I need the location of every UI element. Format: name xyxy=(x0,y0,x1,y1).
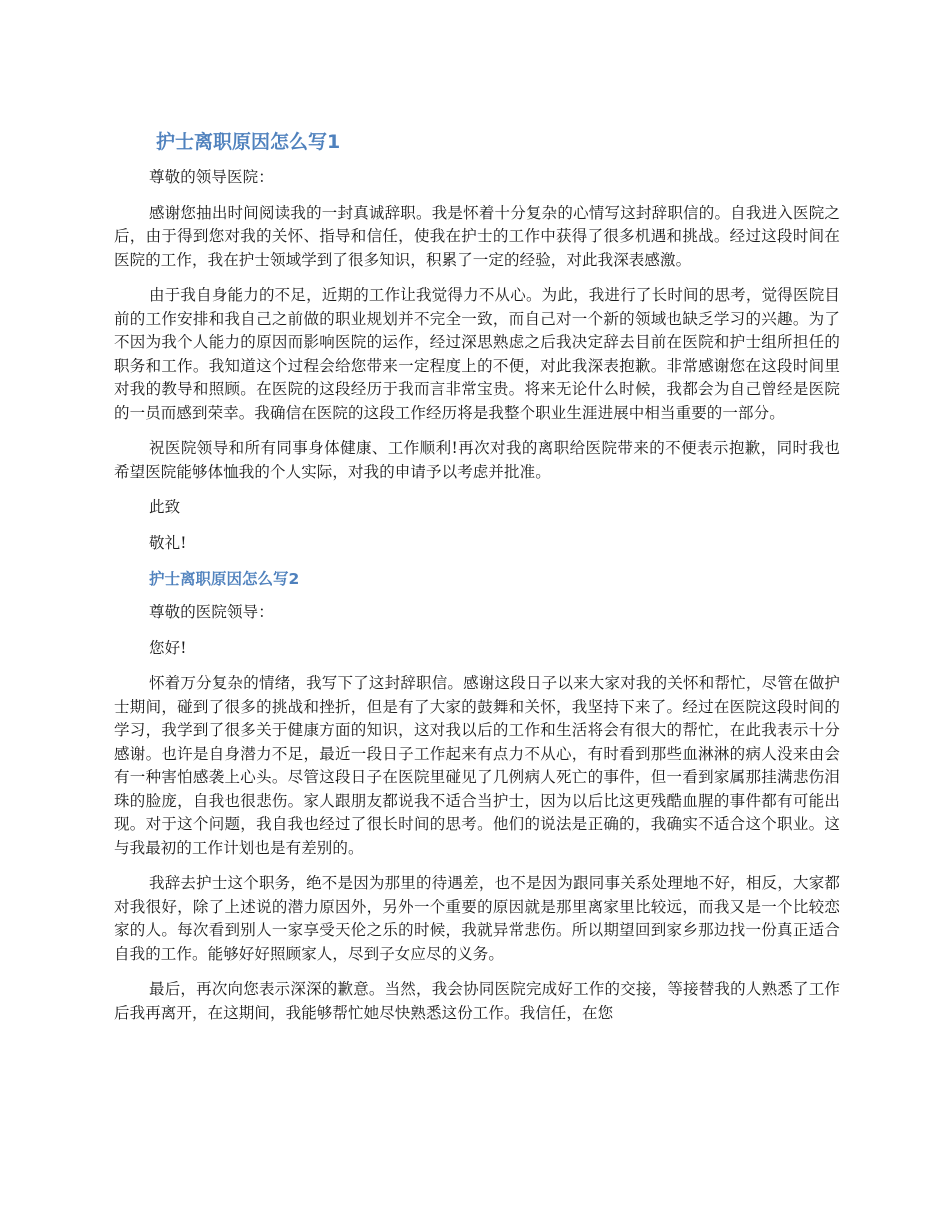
section1-paragraph: 由于我自身能力的不足，近期的工作让我觉得力不从心。为此，我进行了长时间的思考，觉得医院目前的工作安排和我自己之前做的职业规划并不完全一致，而自己对一个新的领域也缺乏学习的兴趣。为了不因为我个人能力的原因而影响医院的运作，经过深思熟虑之后我决定辞去目前在医院和护士组所担任的职务和工作。我知道这个过程会给您带来一定程度上的不便，对此我深表抱歉。非常感谢您在这段时间里对我的教导和照顾。在医院的这段经历于我而言非常宝贵。将来无论什么时候，我都会为自己曾经是医院的一员而感到荣幸。我确信在医院的这段工作经历将是我整个职业生涯进展中相当重要的一部分。 xyxy=(114,286,840,422)
section1-paragraph: 祝医院领导和所有同事身体健康、工作顺利!再次对我的离职给医院带来的不便表示抱歉，同时我也希望医院能够体恤我的个人实际，对我的申请予以考虑并批准。 xyxy=(114,439,840,481)
section1-title: 护士离职原因怎么写1 xyxy=(156,131,341,153)
section2-salutation: 尊敬的医院领导： xyxy=(149,603,274,621)
section2-title: 护士离职原因怎么写2 xyxy=(149,570,300,588)
section2-greeting: 您好! xyxy=(149,638,187,657)
section2-paragraph: 我辞去护士这个职务，绝不是因为那里的待遇差，也不是因为跟同事关系处理地不好，相反，大家都对我很好，除了上述说的潜力原因外，另外一个重要的原因就是那里离家里比较远，而我又是一个比较恋家的人。每次看到别人一家享受天伦之乐的时候，我就异常悲伤。所以期望回到家乡那边找一份真正适合自我的工作。能够好好照顾家人，尽到子女应尽的义务。 xyxy=(114,874,840,963)
section1-paragraph: 感谢您抽出时间阅读我的一封真诚辞职。我是怀着十分复杂的心情写这封辞职信的。自我进入医院之后，由于得到您对我的关怀、指导和信任，使我在护士的工作中获得了很多机遇和挑战。经过这段时间在医院的工作，我在护士领域学到了很多知识，积累了一定的经验，对此我深表感激。 xyxy=(114,203,840,269)
section2-paragraph: 怀着万分复杂的情绪，我写下了这封辞职信。感谢这段日子以来大家对我的关怀和帮忙，尽管在做护士期间，碰到了很多的挑战和挫折，但是有了大家的鼓舞和关怀，我坚持下来了。经过在医院这段时间的学习，我学到了很多关于健康方面的知识，这对我以后的工作和生活将会有很大的帮忙，在此我表示十分感谢。也许是自身潜力不足，最近一段日子工作起来有点力不从心，有时看到那些血淋淋的病人没来由会有一种害怕感袭上心头。尽管这段日子在医院里碰见了几例病人死亡的事件，但一看到家属那挂满悲伤泪珠的脸庞，自我也很悲伤。家人跟朋友都说我不适合当护士，因为以后比这更残酷血腥的事件都有可能出现。对于这个问题，我自我也经过了很长时间的思考。他们的说法是正确的，我确实不适合这个职业。这与我最初的工作计划也是有差别的。 xyxy=(114,674,840,857)
section1-closing: 此致 xyxy=(149,498,181,516)
section1-salutation: 尊敬的领导医院： xyxy=(149,168,274,186)
section2-paragraph: 最后，再次向您表示深深的歉意。当然，我会协同医院完成好工作的交接，等接替我的人熟悉了工作后我再离开，在这期间，我能够帮忙她尽快熟悉这份工作。我信任，在您 xyxy=(114,980,840,1022)
section1-regards: 敬礼! xyxy=(149,533,187,552)
document-body xyxy=(114,166,840,1037)
